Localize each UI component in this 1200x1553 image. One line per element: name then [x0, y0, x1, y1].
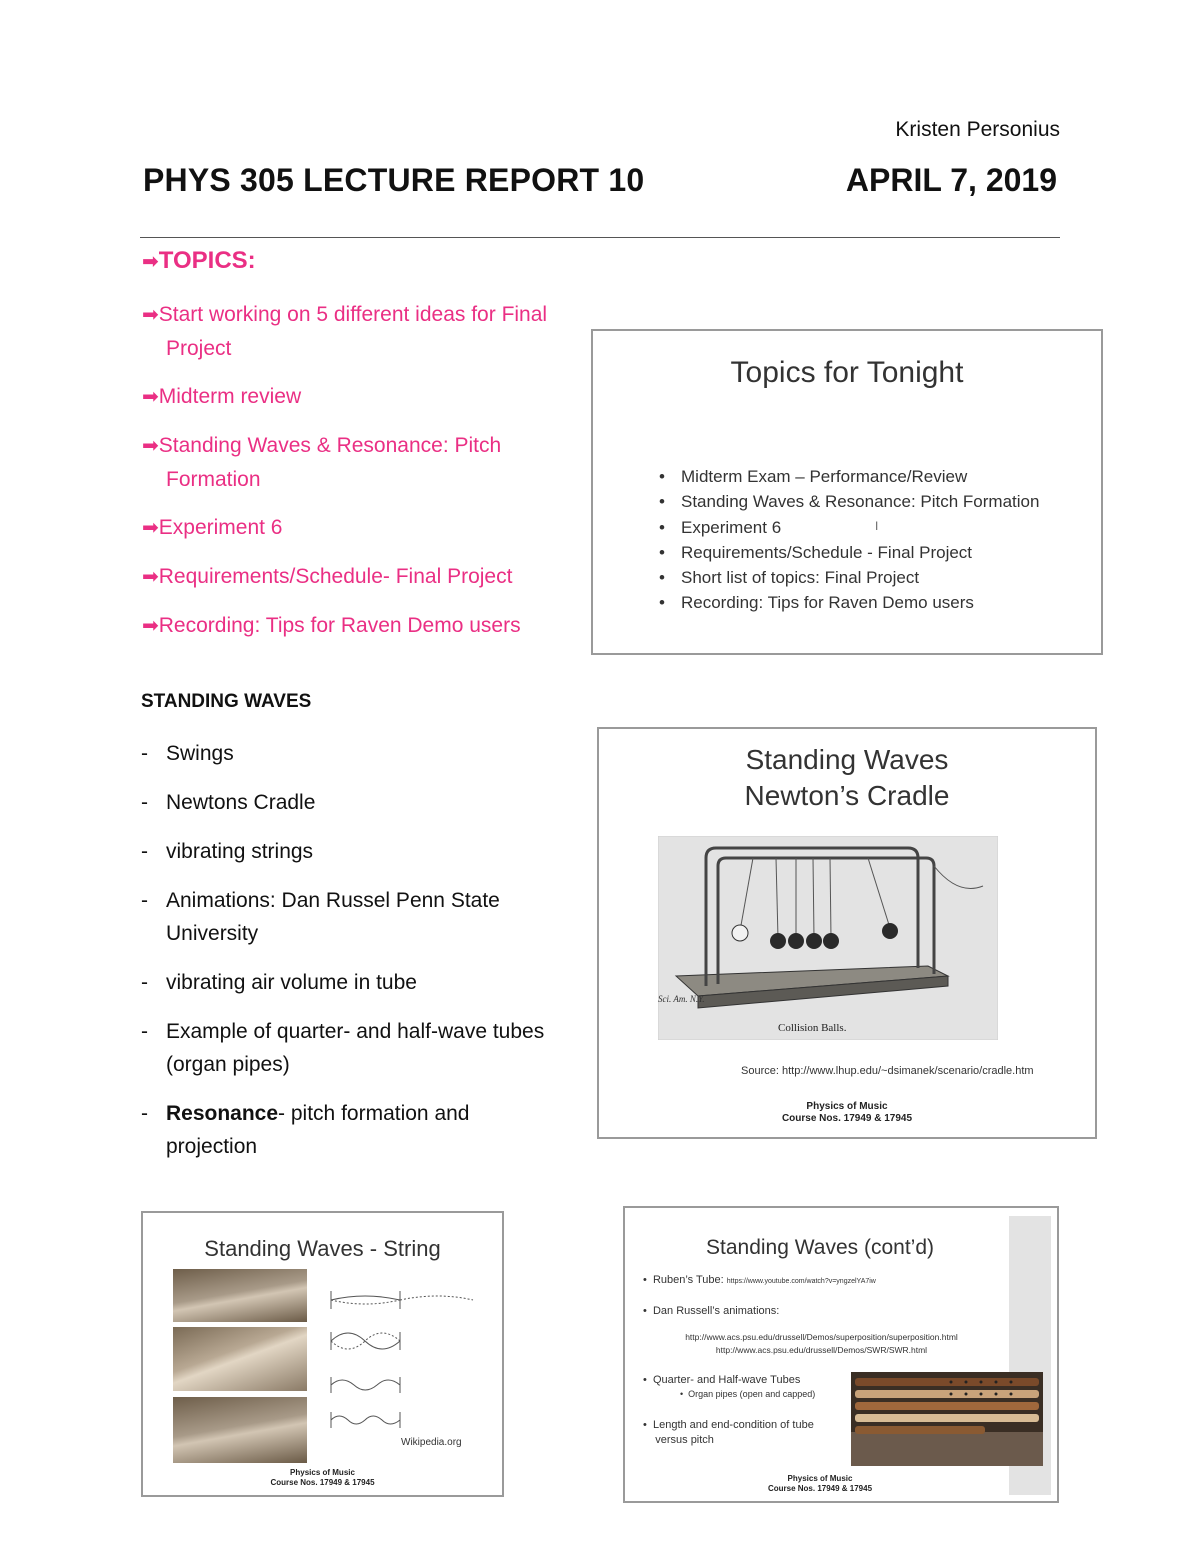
list-item: • Midterm Exam – Performance/Review [659, 464, 1039, 489]
slide-footer-line1: Physics of Music [806, 1101, 888, 1112]
arrow-icon: ➡ [142, 251, 159, 273]
list-item: - Resonance- pitch formation and projection [141, 1102, 470, 1158]
string-photo-1 [173, 1269, 307, 1322]
list-item: ➡Experiment 6 [142, 516, 283, 539]
list-item: ➡Standing Waves & Resonance: Pitch Formation [142, 434, 502, 491]
list-item: • Requirements/Schedule - Final Project [659, 540, 1039, 565]
organ-pipes-photo [851, 1372, 1043, 1466]
image-mark: Sci. Am. N.Y. [658, 994, 705, 1004]
animation-link-2[interactable]: http://www.acs.psu.edu/drussell/Demos/SWR/SWR.html [715, 1345, 928, 1355]
arrow-icon: ➡ [142, 517, 159, 539]
bullet-organ-pipes: • Organ pipes (open and capped) [680, 1389, 816, 1399]
slide-bullet-list [659, 464, 1039, 616]
list-item: ➡Requirements/Schedule- Final Project [142, 565, 513, 588]
list-item: ➡Recording: Tips for Raven Demo users [142, 614, 521, 637]
slide-footer-line1: Physics of Music [787, 1474, 853, 1483]
topics-heading-label: TOPICS: [158, 247, 256, 274]
list-item: • Recording: Tips for Raven Demo users [659, 590, 1039, 615]
slide-footer-line1: Physics of Music [290, 1468, 355, 1477]
slide-footer-line2: Course Nos. 17949 & 17945 [270, 1478, 375, 1487]
slide-title: Standing Waves (cont’d) [706, 1236, 934, 1259]
standing-waves-list [141, 737, 561, 1179]
topics-heading [142, 247, 256, 275]
list-item: - Example of quarter- and half-wave tubes (organ pipes) [141, 1020, 545, 1076]
bullet-rubens-tube: • Ruben’s Tube: https://www.youtube.com/watch?v=yngzelYA7iw [643, 1274, 876, 1286]
arrow-icon: ➡ [142, 304, 159, 326]
slide-title-line1: Standing Waves [745, 744, 949, 775]
slide-footer-line2: Course Nos. 17949 & 17945 [767, 1484, 873, 1493]
slide-title-line2: Newton’s Cradle [744, 780, 950, 811]
list-item: - Animations: Dan Russel Penn State University [141, 889, 500, 945]
list-item: - Swings [141, 742, 234, 765]
slide-title: Topics for Tonight [730, 356, 964, 389]
slide-source: Source: http://www.lhup.edu/~dsimanek/scenario/cradle.htm [741, 1065, 1034, 1077]
rubens-tube-link[interactable]: https://www.youtube.com/watch?v=yngzelYA7iw [726, 1278, 876, 1285]
slide-standing-waves-contd [623, 1206, 1059, 1503]
list-item: ➡Midterm review [142, 385, 302, 408]
standing-wave-diagram [328, 1287, 478, 1437]
arrow-icon: ➡ [142, 615, 159, 637]
image-caption: Collision Balls. [778, 1022, 847, 1034]
list-item: • Experiment 6 [659, 515, 1039, 540]
list-item: • Short list of topics: Final Project [659, 565, 1039, 590]
bullet-dan-russell: • Dan Russell’s animations: [643, 1305, 780, 1317]
newtons-cradle-image [658, 836, 998, 1040]
standing-waves-heading: STANDING WAVES [141, 691, 312, 712]
slide-newtons-cradle [597, 727, 1097, 1139]
slide-topics-for-tonight [591, 329, 1103, 655]
report-date: APRIL 7, 2019 [845, 162, 1057, 198]
text-cursor-icon: I [875, 519, 879, 533]
list-item: - vibrating strings [141, 840, 314, 863]
list-item: - Newtons Cradle [141, 791, 316, 814]
bullet-length: • Length and end-condition of tube versus pitch [643, 1419, 814, 1446]
arrow-icon: ➡ [142, 566, 159, 588]
arrow-icon: ➡ [142, 386, 159, 408]
author-name: Kristen Personius [895, 118, 1060, 141]
slide-standing-waves-string [141, 1211, 504, 1497]
list-item: • Standing Waves & Resonance: Pitch Formation [659, 489, 1039, 514]
animation-link-1[interactable]: http://www.acs.psu.edu/drussell/Demos/superposition/superposition.html [685, 1332, 958, 1342]
header-divider [140, 237, 1060, 238]
slide-footer-line2: Course Nos. 17949 & 17945 [781, 1113, 913, 1124]
list-item: - vibrating air volume in tube [141, 971, 417, 994]
string-photo-3 [173, 1397, 307, 1463]
bullet-tubes: • Quarter- and Half-wave Tubes [643, 1374, 801, 1386]
slide-title: Standing Waves - String [204, 1236, 441, 1261]
list-item: ➡Start working on 5 different ideas for Final Project [142, 303, 548, 360]
wiki-credit: Wikipedia.org [401, 1437, 462, 1448]
string-photo-2 [173, 1327, 307, 1391]
report-title: PHYS 305 LECTURE REPORT 10 [143, 162, 645, 198]
arrow-icon: ➡ [142, 435, 159, 457]
topics-list [142, 298, 582, 658]
